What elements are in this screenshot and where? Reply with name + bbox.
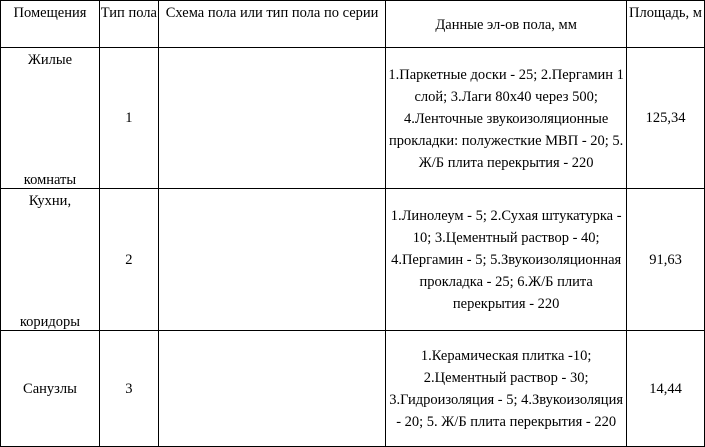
scheme-cell (158, 331, 385, 447)
area-cell: 91,63 (627, 189, 705, 331)
header-floor-type: Тип пола (99, 1, 158, 48)
scheme-cell (158, 189, 385, 331)
header-scheme: Схема пола или тип пола по серии (158, 1, 385, 48)
table-row (1, 48, 705, 189)
area-cell: 125,34 (627, 48, 705, 189)
area-cell: 14,44 (627, 331, 705, 447)
room-label-bottom: коридоры (19, 314, 81, 330)
room-label-top: Жилые (27, 52, 73, 68)
scheme-cell (158, 48, 385, 189)
table-row (1, 189, 705, 331)
floor-elements-cell (386, 331, 627, 447)
floor-elements-text: 1.Линолеум - 5; 2.Сухая штукатурка - 10; 3.Цементный раствор - 40; 4.Пергамин - 5; 5.Звукоизоляционная прокладка - 25; 6.Ж/Б плита перекрытия - 220 (390, 208, 622, 312)
room-label-bottom: комнаты (23, 172, 77, 188)
room-cell (1, 189, 100, 331)
floor-elements-cell (386, 48, 627, 189)
header-rooms: Помещения (1, 1, 100, 48)
header-row (1, 1, 705, 48)
room-label-top: Кухни, (28, 193, 72, 209)
table-row (1, 331, 705, 447)
room-cell: Санузлы (1, 331, 100, 447)
floor-type-cell: 2 (99, 189, 158, 331)
floor-elements-text: 1.Керамическая плитка -10; 2.Цементный раствор - 30; 3.Гидроизоляция - 5; 4.Звукоизоляция - 20; 5. Ж/Б плита перекрытия - 220 (389, 348, 624, 430)
floor-elements-text: 1.Паркетные доски - 25; 2.Пергамин 1 слой; 3.Лаги 80х40 через 500; 4.Ленточные звукоизоляционные прокладки: полужесткие МВП - 20; 5. Ж/Б плита перекрытия - 220 (388, 66, 624, 171)
floor-type-cell: 1 (99, 48, 158, 189)
room-cell (1, 48, 100, 189)
floor-type-cell: 3 (99, 331, 158, 447)
header-area: Площадь, м (627, 1, 705, 48)
floor-elements-cell (386, 189, 627, 331)
header-floor-elements: Данные эл-ов пола, мм (386, 1, 627, 48)
